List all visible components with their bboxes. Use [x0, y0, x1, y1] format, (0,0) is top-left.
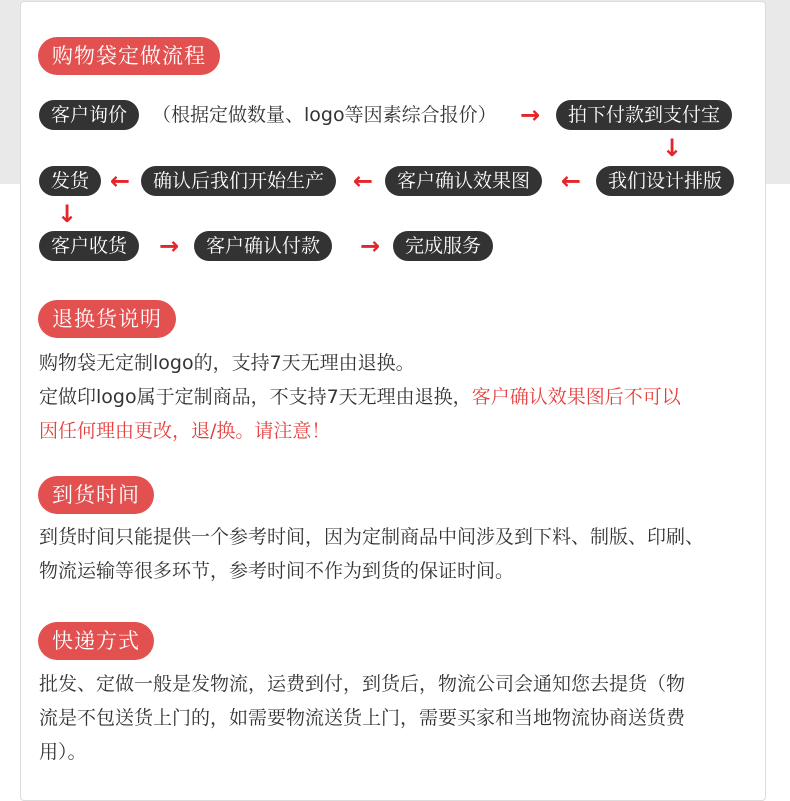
shipping-line-3: 用）。: [39, 741, 87, 763]
arrow-right-icon: →: [159, 232, 180, 260]
step-receive: 客户收货: [39, 231, 139, 261]
arrow-left-icon: ←: [353, 167, 374, 195]
section-tag-returns: 退换货说明: [38, 300, 176, 338]
returns-line-1: 购物袋无定制logo的，支持7天无理由退换。: [39, 352, 415, 374]
step-confirm-proof: 客户确认效果图: [385, 166, 542, 196]
arrow-down-icon: ↓: [662, 134, 683, 162]
arrow-left-icon: ←: [561, 167, 582, 195]
returns-warning-text: 客户确认效果图后不可以: [471, 386, 681, 408]
section-tag-arrival: 到货时间: [38, 476, 154, 514]
shipping-line-1: 批发、定做一般是发物流，运费到付，到货后，物流公司会通知您去提货（物: [39, 673, 686, 695]
arrow-right-icon: →: [520, 101, 541, 129]
step-design: 我们设计排版: [596, 166, 734, 196]
step-inquiry: 客户询价: [39, 100, 139, 130]
arrow-right-icon: →: [360, 232, 381, 260]
returns-line-2-normal: 定做印logo属于定制商品，不支持7天无理由退换，: [39, 386, 472, 408]
arrival-line-1: 到货时间只能提供一个参考时间，因为定制商品中间涉及到下料、制版、印刷、: [39, 526, 705, 548]
arrow-down-icon: ↓: [57, 200, 78, 228]
step-ship: 发货: [39, 166, 101, 196]
returns-line-2: [39, 380, 681, 414]
arrival-line-2: 物流运输等很多环节，参考时间不作为到货的保证时间。: [39, 560, 515, 582]
step-production: 确认后我们开始生产: [141, 166, 336, 196]
step-complete: 完成服务: [393, 231, 493, 261]
shipping-line-2: 流是不包送货上门的，如需要物流送货上门，需要买家和当地物流协商送货费: [39, 707, 686, 729]
section-tag-shipping: 快递方式: [38, 622, 154, 660]
returns-warning-line: 因任何理由更改，退/换。请注意！: [39, 420, 331, 442]
arrow-left-icon: ←: [110, 167, 131, 195]
step-inquiry-note: （根据定做数量、logo等因素综合报价）: [152, 104, 497, 126]
step-payment: 拍下付款到支付宝: [556, 100, 732, 130]
section-tag-flow: 购物袋定做流程: [38, 37, 220, 75]
step-confirm-pay: 客户确认付款: [194, 231, 332, 261]
